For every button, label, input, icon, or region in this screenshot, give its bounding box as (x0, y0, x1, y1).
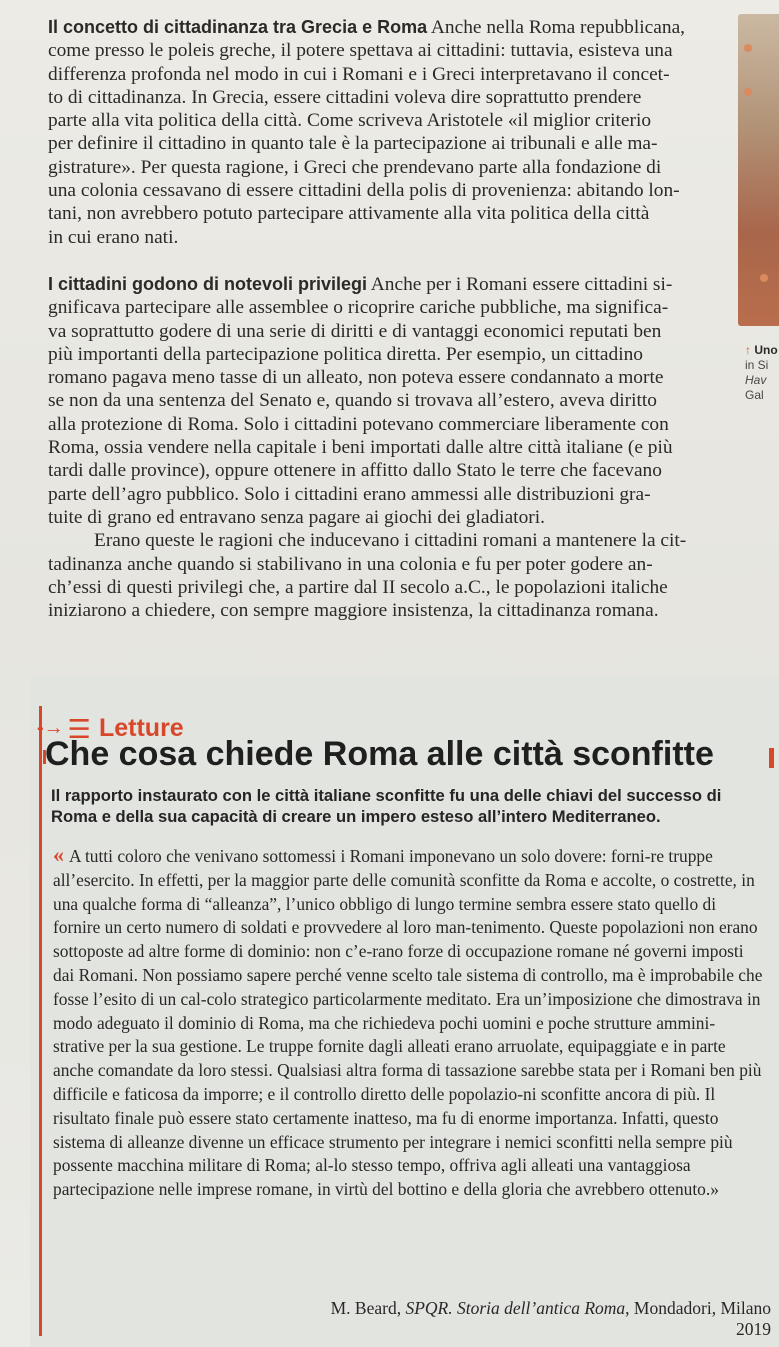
readings-intro: Il rapporto instaurato con le città italiane sconfitte fu una delle chiavi del successo di Roma e della sua capacità di creare un impero esteso all’intero Mediterraneo. (51, 786, 722, 826)
text-line: una colonia cessavano di essere cittadini della polis di provenienza: abitando lon- (48, 180, 680, 202)
readings-quote (53, 843, 766, 1202)
text-line: alla protezione di Roma. Solo i cittadini potevano commerciare liberamente con (48, 413, 669, 435)
side-note (745, 343, 779, 403)
paragraph-lead-tail: Anche per i Romani essere cittadini si- (367, 273, 673, 295)
paragraph-ragioni-lines (48, 529, 738, 622)
side-image-strip (738, 14, 779, 326)
text-line: romano pagava meno tasse di un alleato, non poteva essere condannato a morte (48, 367, 664, 389)
text-line: iniziarono a chiedere, con sempre maggiore insistenza, la cittadinanza romana. (48, 600, 659, 622)
citation-author: M. Beard, (330, 1298, 406, 1318)
text-line: tani, non avrebbero potuto partecipare attivamente alla vita politica della città (48, 203, 650, 225)
text-line: tardi dalle province), oppure ottenere in affitto dallo Stato le terre che facevano (48, 460, 662, 482)
text-line: ch’essi di questi privilegi che, a partire dal II secolo a.C., le popolazioni italiche (48, 576, 668, 598)
paragraph-cittadinanza-lines (48, 39, 738, 249)
text-line: per definire il cittadino in quanto tale è la partecipazione ai tribunali e alle ma- (48, 133, 658, 155)
lines-icon: ☰ (67, 713, 91, 744)
text-line: parte dell’agro pubblico. Solo i cittadini erano ammessi alle distribuzioni gra- (48, 483, 651, 505)
text-line: Erano queste le ragioni che inducevano i cittadini romani a mantenere la cit- (94, 530, 687, 552)
readings-box-border (39, 706, 42, 1336)
text-line: come presso le poleis greche, il potere spettava ai cittadini: tuttavia, esisteva una (48, 40, 673, 62)
paragraph-privilegi-lines (48, 296, 738, 529)
arrow-up-icon: ↑ (745, 343, 751, 357)
marker-dot-icon (744, 44, 752, 52)
text-line: differenza profonda nel modo in cui i Romani e i Greci interpretavano il concet- (48, 63, 670, 85)
paragraph-privilegi (48, 273, 738, 296)
text-line: Roma, ossia vendere nella capitale i beni importati dalle altre città italiane (e più (48, 437, 673, 459)
citation-title: SPQR. Storia dell’antica Roma (405, 1298, 626, 1318)
text-line: va soprattutto godere di una serie di diritti e di vantaggi economici reputati ben (48, 320, 662, 342)
side-note-line: Hav (745, 373, 767, 387)
paragraph-lead: I cittadini godono di notevoli privilegi (48, 273, 367, 294)
paragraph-cittadinanza (48, 16, 738, 39)
arrow-right-icon: -→ (37, 717, 64, 739)
quote-open-icon: « (53, 842, 64, 867)
text-line: più importanti della partecipazione politica diretta. Per esempio, un cittadino (48, 343, 643, 365)
readings-quote-text: A tutti coloro che venivano sottomessi i Romani imponevano un solo dovere: forni-re truppe all’esercito. In effetti, per la maggior parte delle comunità sconfitte da Roma e accolte, o costrette, in una qualche forma di “alleanza”, l’unico obbligo di lungo termine sembra essere stato quello di fornire un certo numero di soldati e provvedere al loro man-tenimento. Queste popolazioni non erano sottoposte ad altre forme di dominio: non c’e-rano forze di occupazione romane né governi imposti dai Romani. Non possiamo sapere perché venne scelto tale sistema di controllo, ma è improbabile che fosse l’esito di un cal-colo strategico particolarmente meditato. Era un’imposizione che dimostrava in modo adeguato il dominio di Roma, ma che richiedeva pochi uomini e poche strutture ammini-strative per la sua gestione. Le truppe fornite dagli alleati erano arruolate, equipaggiate e in parte anche comandate da loro stessi. Qualsiasi altra forma di tassazione sarebbe stata per i Romani ben più difficile e faticosa da imporre; e il controllo diretto delle popolazio-ni sconfitte ancora di più. Il risultato finale può essere stato certamente inatteso, ma fu di enorme importanza. Infatti, questo sistema di alleanze divenne un efficace strumento per integrare i nemici sconfitti nella sempre più possente macchina militare di Roma; al-lo stesso tempo, offriva agli alleati una vantaggiosa partecipazione nelle imprese romane, in virtù del bottino e della gloria che avrebbero ottenuto.» (53, 846, 763, 1200)
text-line: tadinanza anche quando si stabilivano in una colonia e fu per poter godere an- (48, 553, 653, 575)
side-note-title: Uno (754, 343, 778, 357)
citation-publisher: , Mondadori, Milano 2019 (625, 1298, 771, 1339)
citation (311, 1298, 771, 1340)
readings-title: Che cosa chiede Roma alle città sconfitte (45, 735, 714, 773)
text-line: se non da una sentenza del Senato e, quando si trovava all’estero, aveva diritto (48, 390, 657, 412)
text-line: in cui erano nati. (48, 226, 179, 248)
text-line: gnificava partecipare alle assemblee o ricoprire cariche pubbliche, ma significa- (48, 297, 669, 319)
main-text-column (48, 16, 738, 622)
readings-label-text: Letture (98, 714, 184, 742)
text-line: parte alla vita politica della città. Come scriveva Aristotele «il miglior criterio (48, 110, 652, 132)
paragraph-lead: Il concetto di cittadinanza tra Grecia e Roma (48, 17, 428, 37)
paragraph-lead-tail: Anche nella Roma repubblicana, (427, 17, 686, 38)
text-line: tuite di grano ed entravano senza pagare ai giochi dei gladiatori. (48, 506, 545, 528)
text-line: to di cittadinanza. In Grecia, essere cittadini voleva dire soprattutto prendere (48, 86, 642, 108)
marker-dot-icon (744, 88, 752, 96)
side-note-line: in Si (745, 358, 769, 372)
text-line: gistrature». Per questa ragione, i Greci che prendevano parte alla fondazione di (48, 156, 662, 178)
edge-marker (769, 748, 774, 768)
side-note-line: Gal (745, 388, 764, 402)
marker-dot-icon (760, 274, 768, 282)
